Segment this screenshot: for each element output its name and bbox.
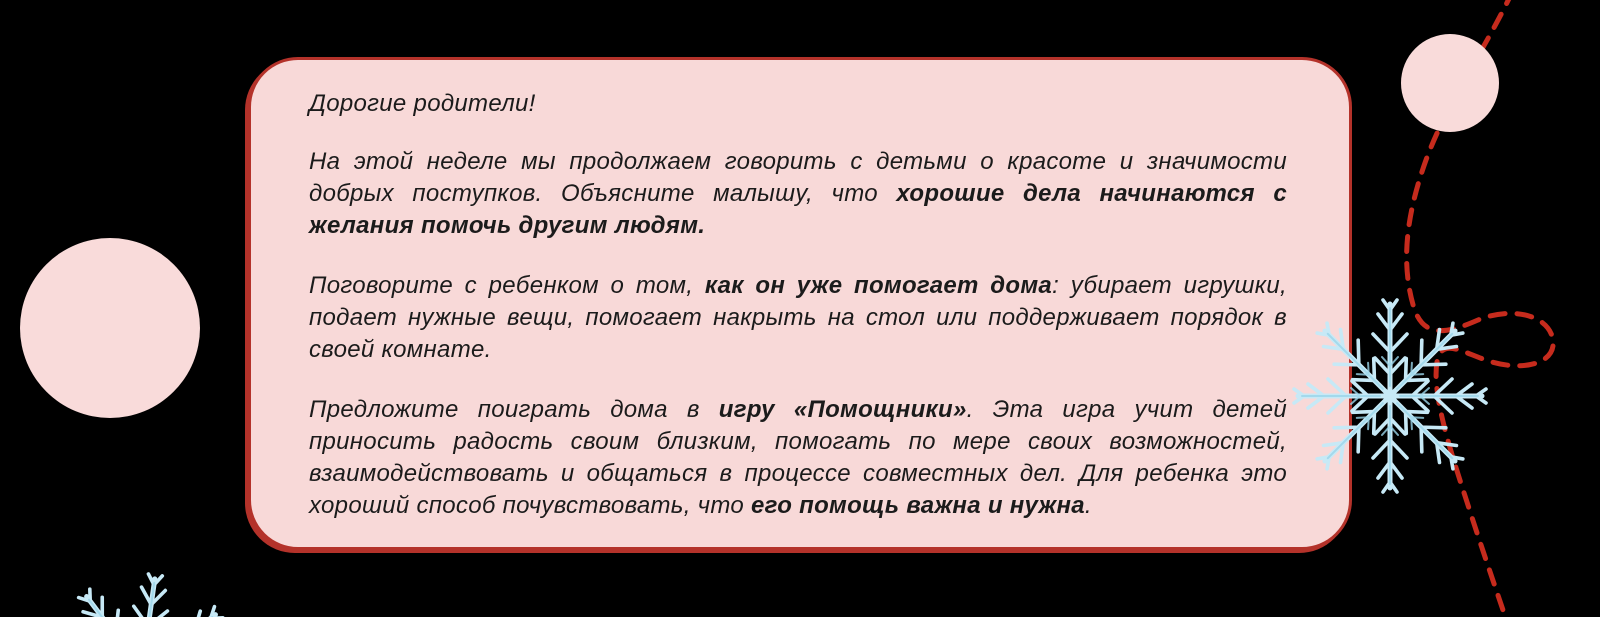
card-paragraph-3 [309,394,1287,522]
text-segment: . [1084,492,1092,519]
card-paragraph-1 [309,146,1287,242]
text-segment-bold: как он уже помогает дома [704,272,1053,299]
text-segment-bold: игру «Помощники» [718,396,967,423]
parents-note-card [248,57,1352,550]
pink-circle-left [20,238,200,418]
snowflake-bottom-left-icon [29,557,255,617]
card-title: Дорогие родители! [309,90,536,117]
text-segment: На этой неделе мы продолжаем говорить с детьми о красоте и значимости добрых поступков. Объясните малышу, что [309,148,1287,207]
card-paragraph-2 [309,270,1287,366]
text-segment: : убирает игрушки, подает нужные вещи, помогает накрыть на стол или поддерживает порядок в своей комнате. [309,272,1287,363]
text-segment: Поговорите с ребенком о том, [309,272,705,299]
text-segment-bold: его помощь важна и нужна [751,492,1085,519]
pink-circle-top-right [1401,34,1499,132]
text-segment: . Эта игра учит детей приносить радость своим близким, помогать по мере своих возможностей, взаимодействовать и общаться в процессе совместных дел. Для ребенка это хороший способ почувствовать, что [309,396,1287,519]
text-segment-bold: хорошие дела начинаются с желания помочь другим людям. [309,180,1287,239]
text-segment: Предложите поиграть дома в [309,396,719,423]
